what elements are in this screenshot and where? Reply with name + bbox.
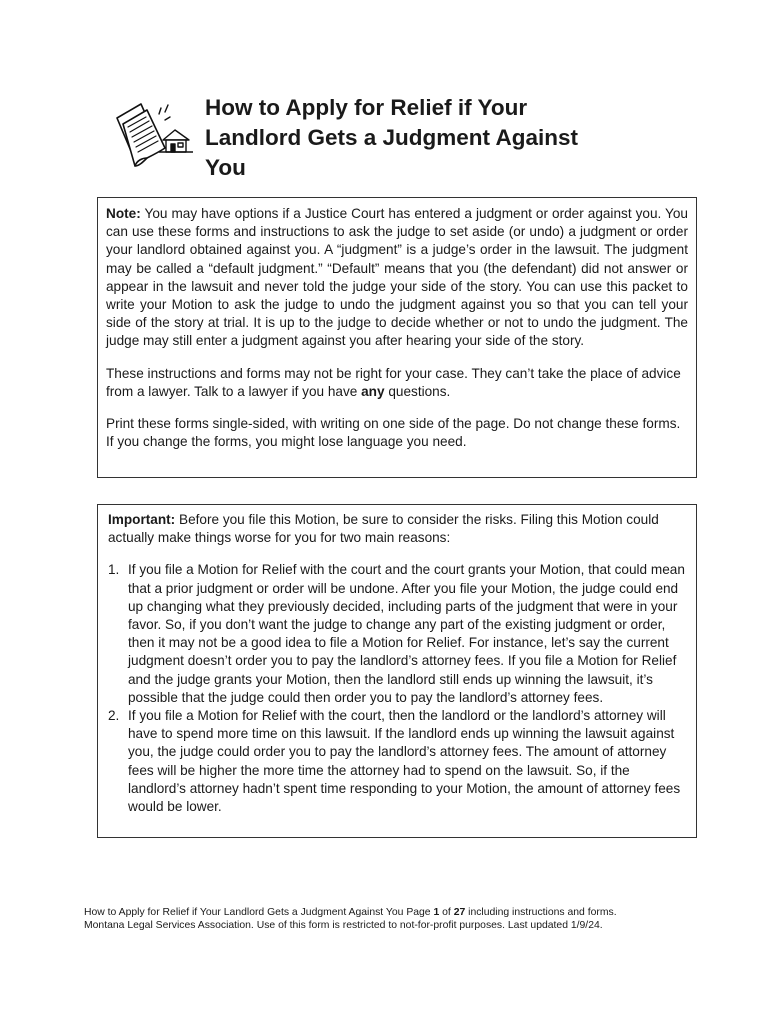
footer-text: How to Apply for Relief if Your Landlord Gets a Judgment Against You Page xyxy=(84,907,434,918)
note-paragraph-3: Print these forms single-sided, with writing on one side of the page. Do not change these forms. If you change the forms, you might lose language you need. xyxy=(106,416,681,450)
list-item-number: 2. xyxy=(108,708,120,724)
note-paragraph-2 xyxy=(106,365,688,401)
note-label: Note: xyxy=(106,206,141,221)
important-box xyxy=(97,504,697,838)
note-paragraph-1 xyxy=(106,205,688,351)
list-item xyxy=(108,707,686,816)
note-text-2-bold: any xyxy=(361,383,385,399)
note-text-2a: These instructions and forms may not be right for your case. They can’t take the place of advice from a lawyer. Talk to a lawyer if you have xyxy=(106,365,681,399)
title-line-3: You xyxy=(205,155,246,180)
reasons-list xyxy=(108,561,686,816)
important-label: Important: xyxy=(108,512,176,527)
important-intro-text: Before you file this Motion, be sure to consider the risks. Filing this Motion could actually make things worse for you for two main reasons: xyxy=(108,512,659,546)
footer-of: of xyxy=(439,907,454,918)
list-item xyxy=(108,561,686,707)
footer-line-2: Montana Legal Services Association. Use of this form is restricted to not-for-profit purposes. Last updated 1/9/24. xyxy=(84,920,603,931)
page-title xyxy=(205,93,675,183)
footer-page-number: 1 xyxy=(433,907,440,918)
title-line-1: How to Apply for Relief if Your xyxy=(205,95,528,120)
important-intro xyxy=(108,511,686,547)
footer-total-pages: 27 xyxy=(453,907,466,918)
list-item-number: 1. xyxy=(108,562,120,578)
note-text-2b: questions. xyxy=(384,383,451,399)
list-item-text: If you file a Motion for Relief with the court and the court grants your Motion, that could mean that a prior judgment or order will be undone. After you file your Motion, the judge could end up changing what they previously decided, including parts of the judgment that were in your favor. So, if you don’t want the judge to change any part of the existing judgment or order, then it may not be a good idea to file a Motion for Relief. For instance, let’s say the current judgment doesn’t order you to pay the landlord’s attorney fees. If you file a Motion for Relief and the judge grants your Motion, then the landlord still ends up winning the lawsuit, it’s possible that the judge could then order you to pay the landlord’s attorney fees. xyxy=(128,562,685,705)
note-text-1: You may have options if a Justice Court has entered a judgment or order against you. You can use these forms and instructions to ask the judge to set aside (or undo) a judgment or order your landlord obtained against you. A “judgment” is a judge’s order in the lawsuit. The judgment may be called a “default judgment.” “Default” means that you (the defendant) did not answer or appear in the lawsuit and never told the judge your side of the story. You can use this packet to write your Motion to ask the judge to undo the judgment against you so that you can tell your side of the story at trial. It is up to the judge to decide whether or not to undo the judgment. The judge may still enter a judgment against you after hearing your side of the story. xyxy=(106,206,688,349)
title-line-2: Landlord Gets a Judgment Against xyxy=(205,125,578,150)
note-box xyxy=(97,197,697,478)
page-footer xyxy=(84,906,704,932)
document-with-house-icon xyxy=(113,100,195,170)
footer-line-1 xyxy=(84,906,704,919)
list-item-text: If you file a Motion for Relief with the court, then the landlord or the landlord’s attorney will have to spend more time on this lawsuit. If the landlord ends up winning the lawsuit against you, the judge could order you to pay the landlord’s attorney fees. The amount of attorney fees will be higher the more time the attorney had to spend on the lawsuit. So, if the landlord’s attorney hadn’t spent time responding to your Motion, the amount of attorney fees would be lower. xyxy=(128,708,681,815)
footer-text-after: including instructions and forms. xyxy=(465,907,617,918)
